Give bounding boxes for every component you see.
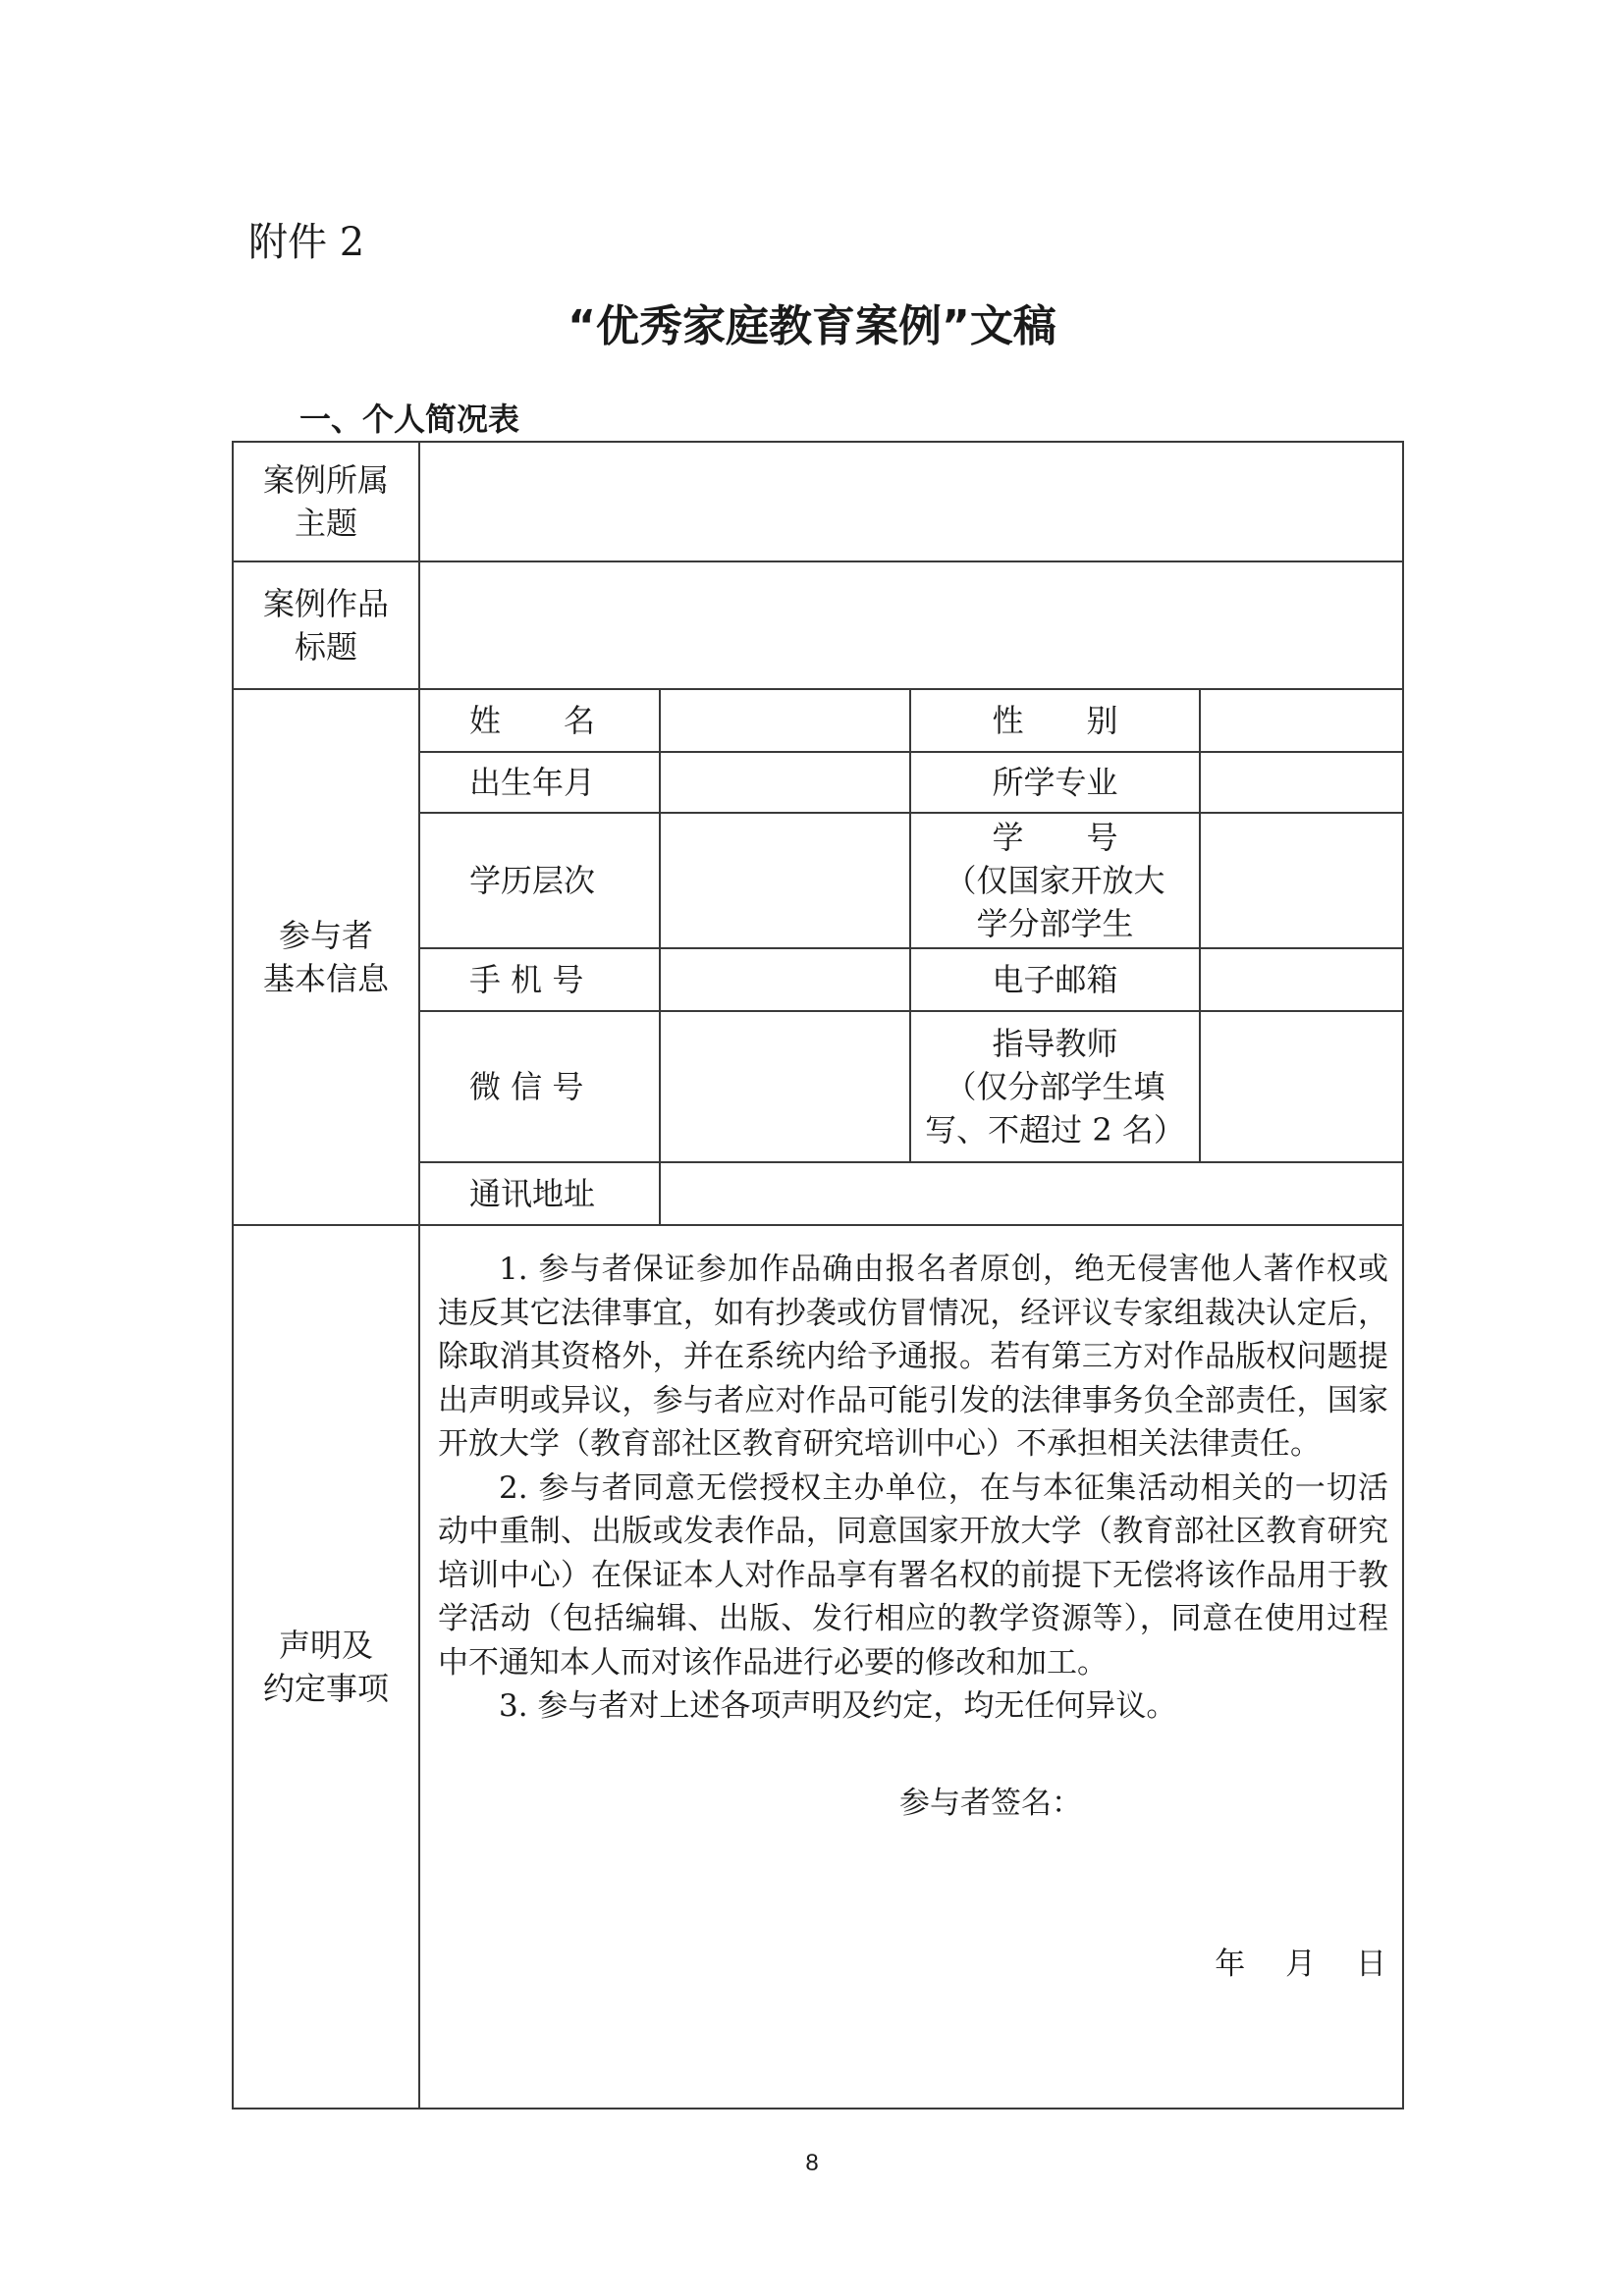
name-field[interactable] [660,689,910,752]
signature-label: 参与者签名： [899,1785,1082,1821]
gender-label: 性 别 [910,689,1200,752]
phone-field[interactable] [660,948,910,1011]
wechat-label: 微 信 号 [419,1011,660,1162]
wechat-field[interactable] [660,1011,910,1162]
birth-field[interactable] [660,752,910,813]
email-field[interactable] [1200,948,1403,1011]
theme-field[interactable] [419,442,1403,561]
participant-info-label: 参与者 基本信息 [233,689,419,1225]
gender-field[interactable] [1200,689,1403,752]
work-title-label: 案例作品 标题 [233,561,419,689]
address-label: 通讯地址 [419,1162,660,1225]
attachment-label: 附件 2 [248,220,365,265]
declaration-item: 1. 参与者保证参加作品确由报名者原创，绝无侵害他人著作权或违反其它法律事宜，如有抄袭或仿冒情况，经评议专家组裁决认定后，除取消其资格外，并在系统内给予通报。若有第三方对作品版权问题提出声明或异议，参与者应对作品可能引发的法律事务负全部责任，国家开放大学（教育部社区教育研究培训中心）不承担相关法律责任。 [438,1252,1388,1462]
document-title: “优秀家庭教育案例”文稿 [568,301,1056,351]
declaration-item: 2. 参与者同意无偿授权主办单位，在与本征集活动相关的一切活动中重制、出版或发表作品，同意国家开放大学（教育部社区教育研究培训中心）在保证本人对作品享有署名权的前提下无偿将该作品用于教学活动（包括编辑、出版、发行相应的教学资源等），同意在使用过程中不通知本人而对该作品进行必要的修改和加工。 [438,1469,1388,1681]
page-number: 8 [805,2150,819,2176]
email-label: 电子邮箱 [910,948,1200,1011]
student-id-label: 学 号 （仅国家开放大 学分部学生 [910,813,1200,948]
theme-label: 案例所属 主题 [233,442,419,561]
section-heading: 一、个人简况表 [299,400,520,438]
declaration-label: 声明及 约定事项 [233,1225,419,2109]
education-label: 学历层次 [419,813,660,948]
name-label: 姓 名 [419,689,660,752]
declaration-item: 3. 参与者对上述各项声明及约定，均无任何异议。 [499,1688,1177,1724]
declaration-body [419,1225,1403,2109]
education-field[interactable] [660,813,910,948]
address-field[interactable] [660,1162,1403,1225]
student-id-field[interactable] [1200,813,1403,948]
date-label: 年 月 日 [1215,1947,1386,1982]
birth-label: 出生年月 [419,752,660,813]
personal-info-table [232,441,1404,2109]
work-title-field[interactable] [419,561,1403,689]
phone-label: 手 机 号 [419,948,660,1011]
advisor-field[interactable] [1200,1011,1403,1162]
major-field[interactable] [1200,752,1403,813]
major-label: 所学专业 [910,752,1200,813]
advisor-label: 指导教师 （仅分部学生填 写、不超过 2 名） [910,1011,1200,1162]
